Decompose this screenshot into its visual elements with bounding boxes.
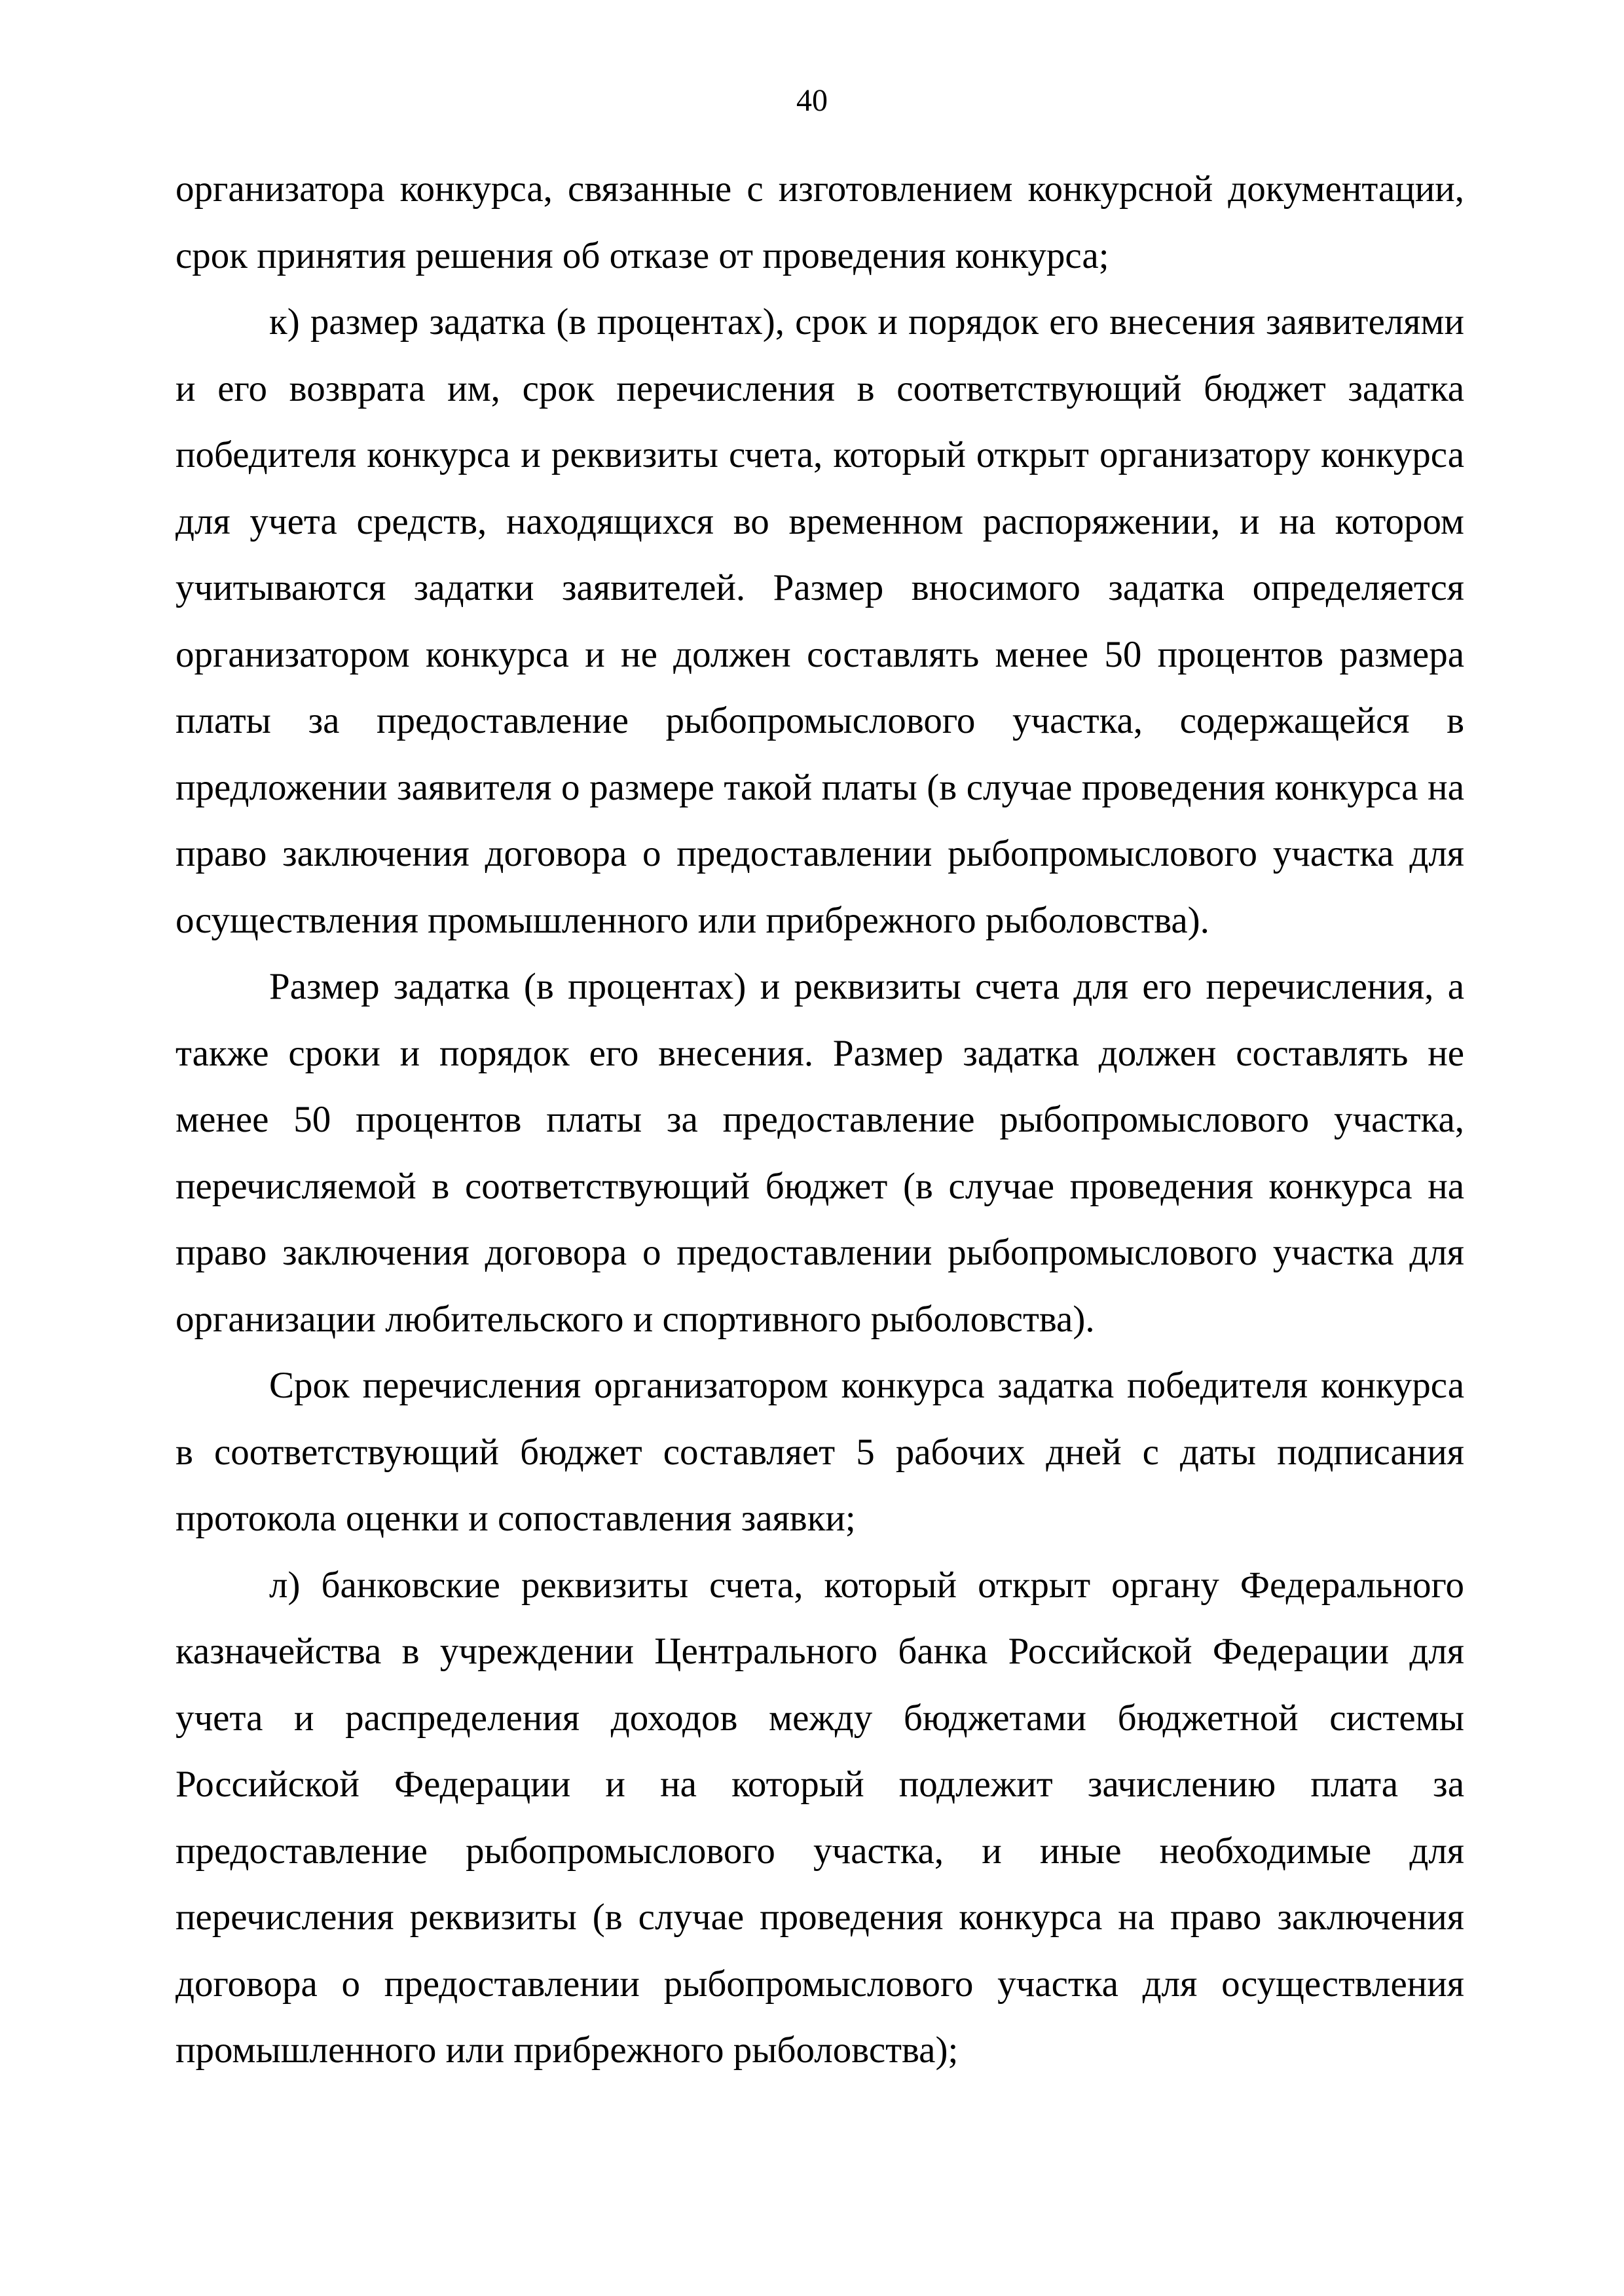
paragraph-continuation: организатора конкурса, связанные с изготовлением конкурсной документации, срок принятия решения об отказе от проведения конкурса; xyxy=(175,168,1464,276)
page-number: 40 xyxy=(796,83,828,118)
paragraph-item-k: к) размер задатка (в процентах), срок и порядок его внесения заявителями и его возврата им, срок перечисления в соответствующий бюджет задатка победителя конкурса и реквизиты счета, который открыт организатору конкурса для учета средств, находящихся во временном распоряжении, и на котором учитываются задатки заявителей. Размер вносимого задатка определяется организатором конкурса и не должен составлять менее 50 процентов размера платы за предоставление рыбопромыслового участка, содержащейся в предложении заявителя о размере такой платы (в случае проведения конкурса на право заключения договора о предоставлении рыбопромыслового участка для осуществления промышленного или прибрежного рыболовства). xyxy=(175,301,1464,941)
paragraph-transfer-term: Срок перечисления организатором конкурса задатка победителя конкурса в соответствующий бюджет составляет 5 рабочих дней с даты подписания протокола оценки и сопоставления заявки; xyxy=(175,1365,1464,1539)
paragraph-item-l: л) банковские реквизиты счета, который открыт органу Федерального казначейства в учреждении Центрального банка Российской Федерации для учета и распределения доходов между бюджетами бюджетной системы Российской Федерации и на который подлежит зачислению плата за предоставление рыбопромыслового участка, и иные необходимые для перечисления реквизиты (в случае проведения конкурса на право заключения договора о предоставлении рыбопромыслового участка для осуществления промышленного или прибрежного рыболовства); xyxy=(175,1564,1464,2071)
paragraph-deposit-size: Размер задатка (в процентах) и реквизиты счета для его перечисления, а также сроки и порядок его внесения. Размер задатка должен составлять не менее 50 процентов платы за предоставление рыбопромыслового участка, перечисляемой в соответствующий бюджет (в случае проведения конкурса на право заключения договора о предоставлении рыбопромыслового участка для организации любительского и спортивного рыболовства). xyxy=(175,966,1464,1340)
document-body xyxy=(175,156,1464,2084)
